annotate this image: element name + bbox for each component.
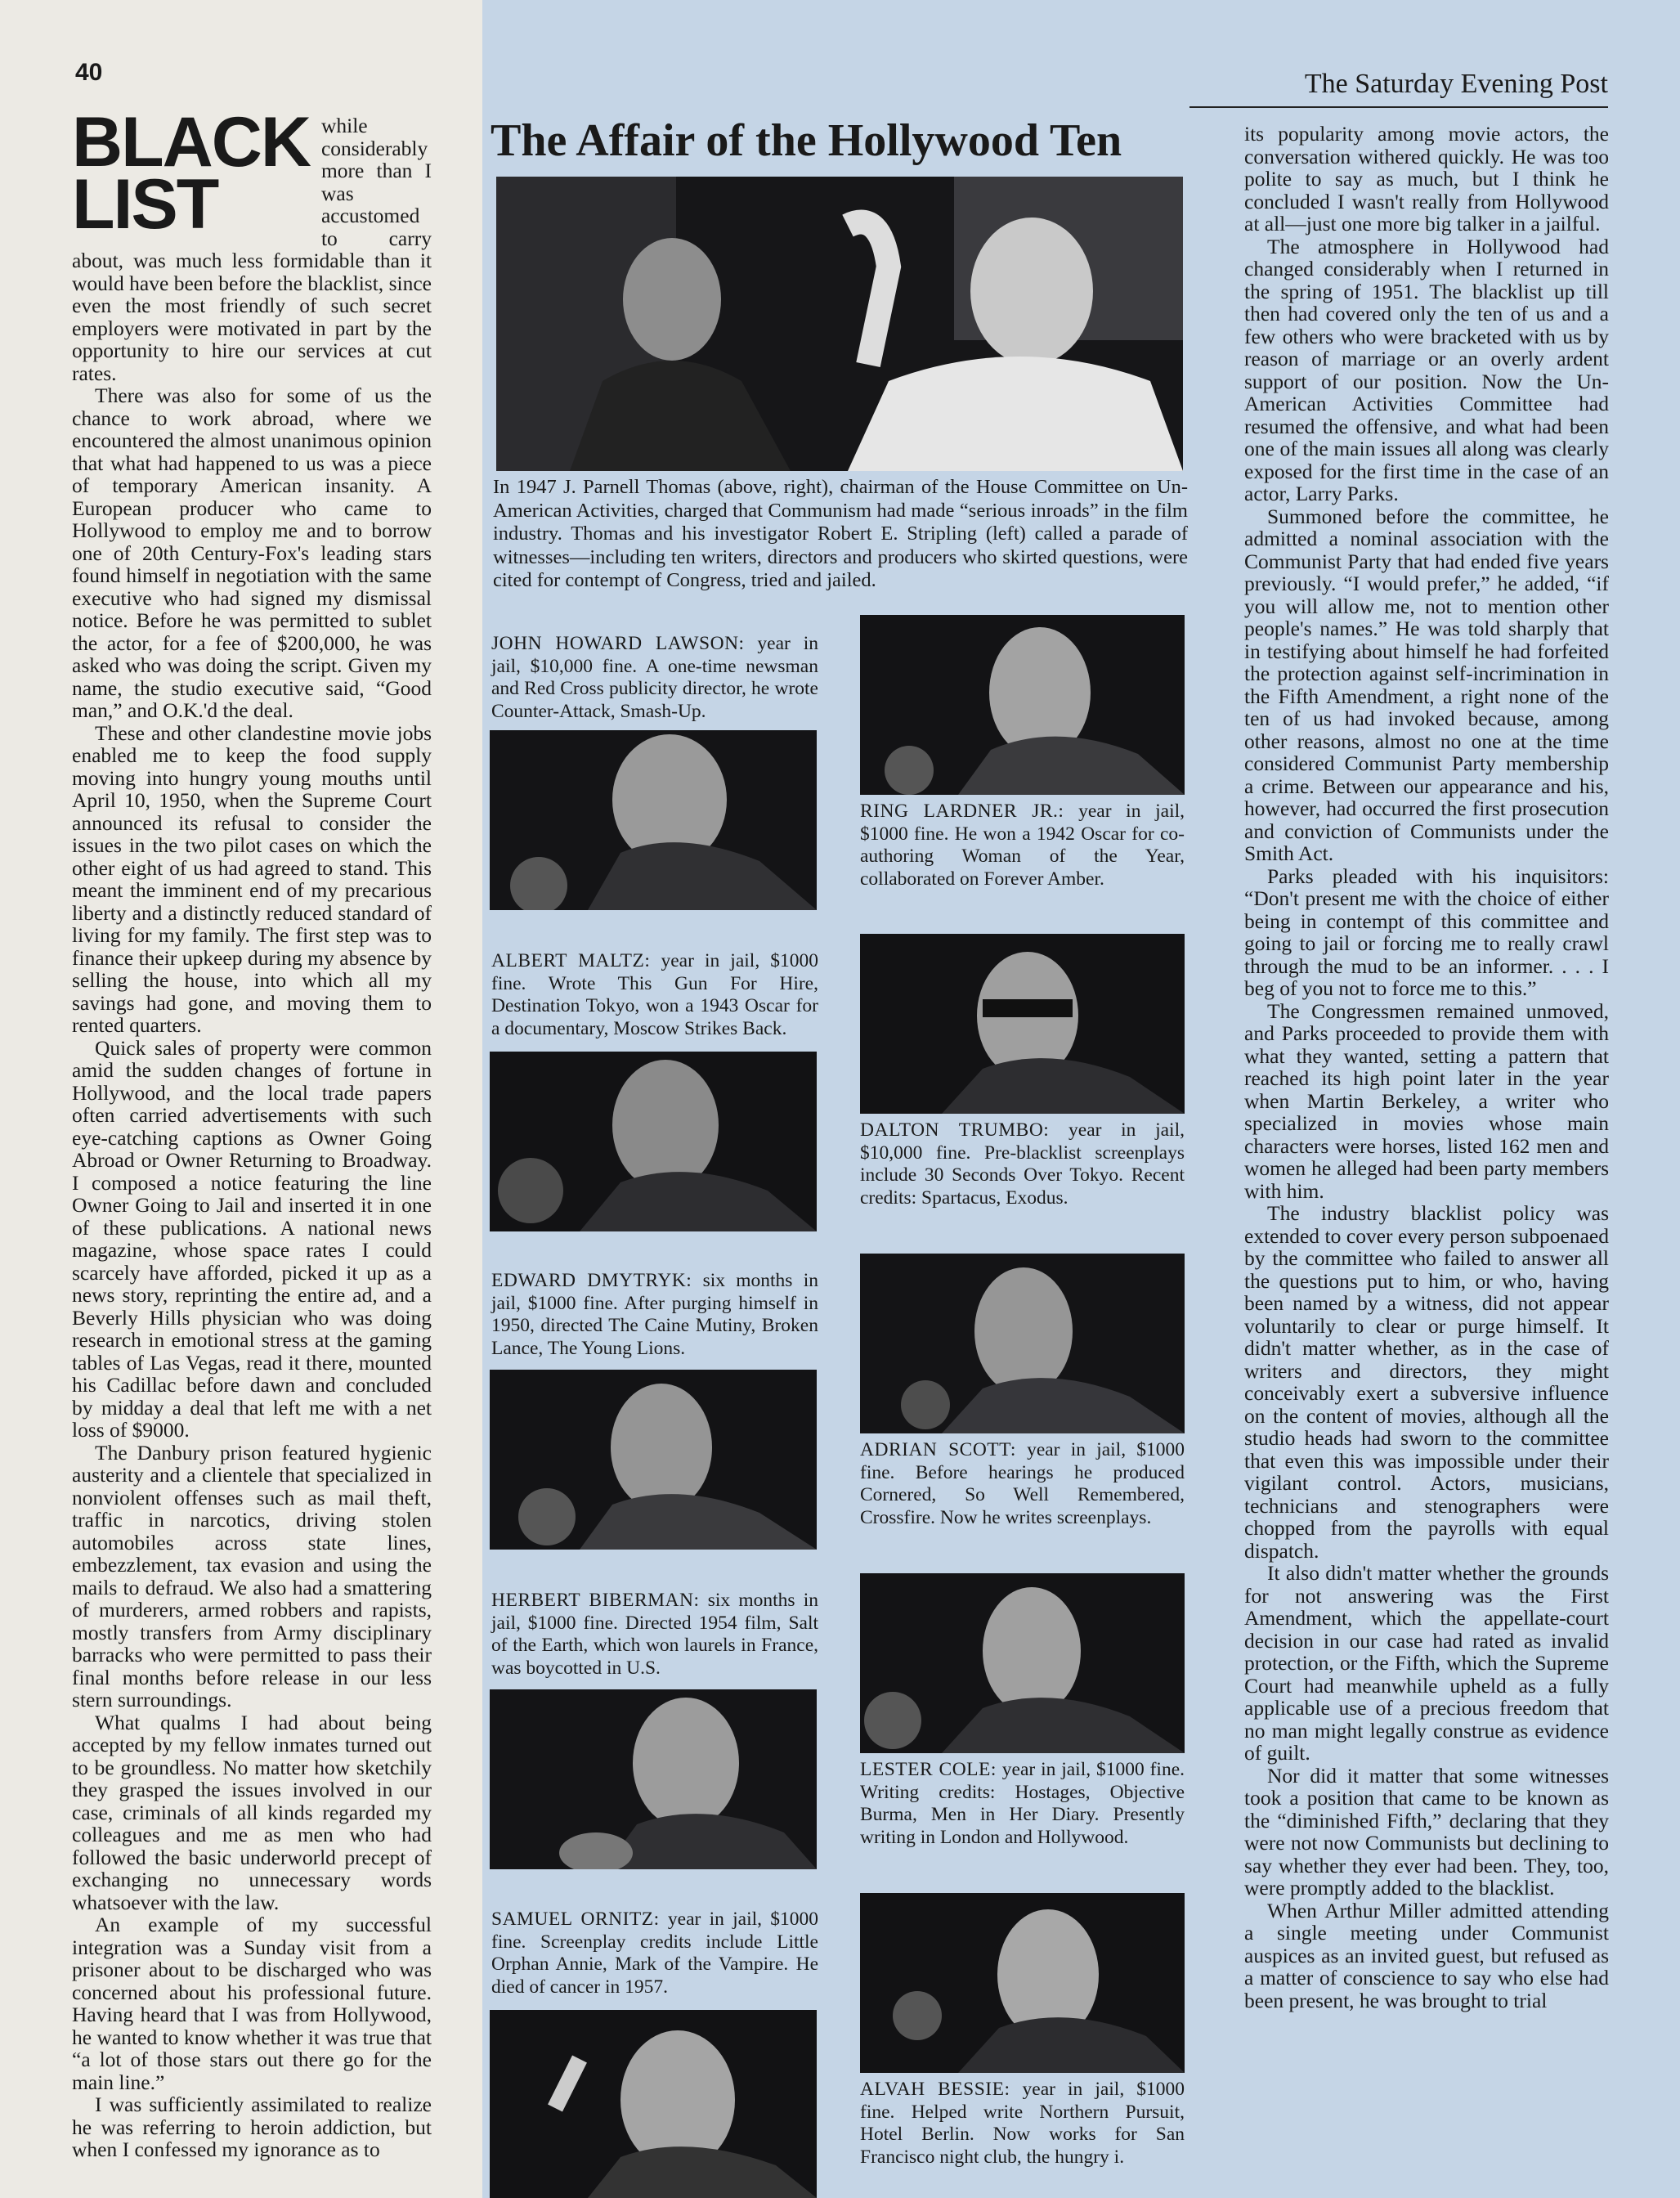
caption-text: year in jail, $1000 fine. He won a 1942 Oscar for co-authoring Woman of the Year, collaborated on Forever Amber. <box>860 801 1185 890</box>
paragraph: The Congressmen remained unmoved, and Parks proceeded to provide them with what they wanted, setting a pattern that reached its high point later in the year when Martin Berkeley, a writer who specialized in movies whose main characters were horses, listed 162 men and women he alleged had been party members with him. <box>1244 998 1609 1203</box>
caption-text: year in jail, $1000 fine. Screenplay credits include Little Orphan Annie, Mark of the Vampire. He died of cancer in 1957. <box>491 1909 818 1998</box>
paragraph: These and other clandestine movie jobs enabled me to keep the food supply moving into hungry young mouths until April 10, 1950, when the Supreme Court announced its refusal to consider the issues in the two pilot cases on which the other eight of us had agreed to stand. This meant the imminent end of my precarious liberty and a distinctly reduced standard of living for my family. The first step was to finance their upkeep during my absence by selling the house, into which all my savings had gone, and moving them to rented quarters. <box>72 720 432 1037</box>
photo-dmytryk <box>490 1370 817 1550</box>
hero-photo-thomas-stripling <box>496 177 1183 471</box>
caption-cole <box>860 1759 1185 1849</box>
photo-lawson <box>490 730 817 910</box>
photo-maltz <box>490 1052 817 1231</box>
dropcap-line: LIST <box>72 165 218 244</box>
paragraph: The industry blacklist policy was extended to cover every person subpoenaed by the committee who failed to answer all the questions put to him, or who, having been named by a witness, did not appear voluntarily to clear or purge himself. It didn't matter whether, as in the case of writers and directors, they might conceivably exert a subversive influence on the content of movies, although all the studio heads had sworn to the committee that even this was impossible under their vigilant control. Actors, musicians, technicians and stenographers were chopped from the payrolls with equal dispatch. <box>1244 1201 1609 1563</box>
caption-name: HERBERT BIBERMAN: <box>491 1590 700 1611</box>
paragraph: its popularity among movie actors, the conversation withered quickly. He was too polite to say as much, but I think he concluded I wasn't really from Hollywood at all—just one more big talker in a jailful. <box>1244 122 1609 236</box>
photo-scott <box>860 1254 1185 1433</box>
caption-name: DALTON TRUMBO: <box>860 1119 1050 1141</box>
caption-lardner <box>860 801 1185 890</box>
caption-name: ALBERT MALTZ: <box>491 950 651 971</box>
paragraph: When Arthur Miller admitted attending a single meeting under Communist auspices as an invited guest, but refused as a matter of conscience to say who else had been present, he was brought to trial <box>1244 1898 1609 2012</box>
paragraph: It also didn't matter whether the grounds for not answering was the First Amendment, which the appellate-court decision in our case had rated as invalid protection, or the Fifth, which the Supreme Court had meanwhile upheld as a fully applicable use of a precious freedom that no man might legally construe as evidence of guilt. <box>1244 1561 1609 1765</box>
caption-name: ALVAH BESSIE: <box>860 2079 1010 2100</box>
running-head: The Saturday Evening Post <box>1304 69 1608 99</box>
article-title: The Affair of the Hollywood Ten <box>491 115 1122 166</box>
paragraph: Parks pleaded with his inquisitors: “Don't present me with the choice of either being in contempt of this committee and going to jail or forcing me to really crawl through the mud to be an informer. . . . I beg of you not to force me to this.” <box>1244 864 1609 1000</box>
column-left <box>72 103 432 2161</box>
paragraph: What qualms I had about being accepted by my fellow inmates turned out to be groundless. No matter how sketchily they grasped the issues involved in our case, criminals of all kinds regarded my colleagues and me as men who had followed the basic underworld precept of exchanging no unnecessary words whatsoever with the law. <box>72 1710 432 1914</box>
main-photo-caption: In 1947 J. Parnell Thomas (above, right), chairman of the House Committee on Un-American Activities, charged that Communism had made “serious inroads” in the film industry. Thomas and his investigator Robert E. Stripling (left) called a parade of witnesses—including ten writers, directors and producers who skirted questions, were cited for contempt of Congress, tried and jailed. <box>493 476 1188 591</box>
caption-text: six months in jail, $1000 fine. After purging himself in 1950, directed The Caine Mutiny, Broken Lance, The Young Lions. <box>491 1270 818 1359</box>
column-right <box>1244 123 1609 2012</box>
dropcap-blacklist <box>72 103 310 244</box>
photo-cole <box>860 1573 1185 1753</box>
photo-biberman <box>490 1689 817 1869</box>
caption-name: RING LARDNER JR.: <box>860 801 1064 822</box>
paragraph: The atmosphere in Hollywood had changed considerably when I returned in the spring of 1951. The blacklist up till then had covered only the ten of us and a few others who were bracketed with us by reason of marriage or an overly ardent support of our position. Now the Un-American Activities Committee had resumed the offensive, and what had been one of the main issues all along was clearly exposed for the first time in the case of an actor, Larry Parks. <box>1244 234 1609 505</box>
caption-name: ADRIAN SCOTT: <box>860 1439 1016 1460</box>
caption-maltz <box>491 950 818 1040</box>
paragraph: Quick sales of property were common amid the sudden changes of fortune in Hollywood, and the local trade papers often carried advertisements with such eye-catching captions as Owner Going Abroad or Owner Returning to Broadway. I composed a notice featuring the line Owner Going to Jail and inserted it in one of these publications. A national news magazine, whose space rates I could scarcely have afforded, picked it up as a news story, reprinting the entire ad, and a Beverly Hills physician who was doing research in emotional stress at the gaming tables of Las Vegas, read it there, mounted his Cadillac before dawn and concluded by midday a deal that left me with a net loss of $9000. <box>72 1035 432 1442</box>
paragraph: The Danbury prison featured hygienic austerity and a clientele that specialized in nonviolent offenses such as mail theft, traffic in narcotics, driving stolen automobiles across state lines, embezzlement, tax evasion and using the mails to defraud. We also had a smattering of murderers, armed robbers and rapists, mostly transfers from Army disciplinary barracks who were permitted to pass their final months before release in our less stern surroundings. <box>72 1440 432 1711</box>
caption-text: year in jail, $1000 fine. Helped write Northern Pursuit, Hotel Berlin. Now works for San Francisco night club, the hungry i. <box>860 2079 1185 2168</box>
paragraph: An example of my successful integration was a Sunday visit from a prisoner about to be discharged who was concerned about his professional future. Having heard that I was from Hollywood, he wanted to know whether it was true that “a lot of those stars out there go for the main line.” <box>72 1913 432 2094</box>
caption-name: EDWARD DMYTRYK: <box>491 1270 692 1291</box>
page-number: 40 <box>75 59 103 86</box>
caption-dmytryk <box>491 1270 818 1360</box>
caption-text: six months in jail, $1000 fine. Directed 1954 film, Salt of the Earth, which won laurels in France, was boycotted in U.S. <box>491 1590 818 1679</box>
running-head-rule <box>1189 106 1608 108</box>
caption-ornitz <box>491 1909 818 1998</box>
photo-lardner <box>860 615 1185 795</box>
caption-lawson <box>491 633 818 723</box>
caption-text: year in jail, $10,000 fine. Pre-blacklist screenplays include 30 Seconds Over Tokyo. Recent credits: Spartacus, Exodus. <box>860 1119 1185 1209</box>
caption-text: year in jail, $10,000 fine. A one-time newsman and Red Cross publicity director, he wrote Counter-Attack, Smash-Up. <box>491 633 819 722</box>
photo-ornitz <box>490 2010 817 2198</box>
caption-name: LESTER COLE: <box>860 1759 997 1780</box>
caption-trumbo <box>860 1119 1185 1209</box>
paragraph: There was also for some of us the chance to work abroad, where we encountered the almost unanimous opinion that what had happened to us was a piece of temporary American insanity. A European producer who came to Hollywood to employ me and to borrow one of 20th Century-Fox's leading stars found himself in negotiation with the same executive who had signed my dismissal notice. Before he was permitted to sublet the actor, for a fee of $200,000, he was asked who was doing the script. Given my name, the studio executive said, “Good man,” and O.K.'d the deal. <box>72 384 432 722</box>
caption-scott <box>860 1439 1185 1529</box>
caption-bessie <box>860 2079 1185 2169</box>
caption-name: SAMUEL ORNITZ: <box>491 1909 660 1930</box>
caption-text: year in jail, $1000 fine. Writing credits: Hostages, Objective Burma, Men in Her Diary. Presently writing in London and Hollywood. <box>860 1759 1185 1848</box>
caption-text: year in jail, $1000 fine. Before hearings he produced Cornered, So Well Remembered, Crossfire. Now he writes screenplays. <box>860 1439 1185 1528</box>
dropcap-line: BLACK <box>72 103 310 182</box>
photo-trumbo <box>860 934 1185 1114</box>
paragraph: Summoned before the committee, he admitted a nominal association with the Communist Party that had ended five years previously. “I would prefer,” he added, “if you will allow me, not to mention other people's names.” He was told sharply that in testifying about himself he had forfeited the protection against self-incrimination in the Fifth Amendment, a right none of the ten of us had invoked because, among other reasons, almost no one at the time considered Communist Party membership a crime. Between our appearance and his, however, had occurred the first prosecution and conviction of Communists under the Smith Act. <box>1244 504 1609 865</box>
paragraph: Nor did it matter that some witnesses took a position that came to be known as the “diminished Fifth,” declaring that they were not now Communists but declining to say whether they ever had been. They, too, were promptly added to the blacklist. <box>1244 1763 1609 1900</box>
caption-name: JOHN HOWARD LAWSON: <box>491 633 745 654</box>
caption-text: year in jail, $1000 fine. Wrote This Gun For Hire, Destination Tokyo, won a 1943 Oscar for a documentary, Moscow Strikes Back. <box>491 950 819 1039</box>
paragraph: while considerably more than I was accustomed to carry about, was much less formidable than it would have been before the blacklist, since even the most friendly of such secret employers were motivated in part by the opportunity to hire our services at cut rates. <box>72 114 432 385</box>
paragraph: I was sufficiently assimilated to realize he was referring to heroin addiction, but when I confessed my ignorance as to <box>72 2093 432 2161</box>
caption-biberman <box>491 1590 818 1680</box>
photo-bessie <box>860 1893 1185 2073</box>
